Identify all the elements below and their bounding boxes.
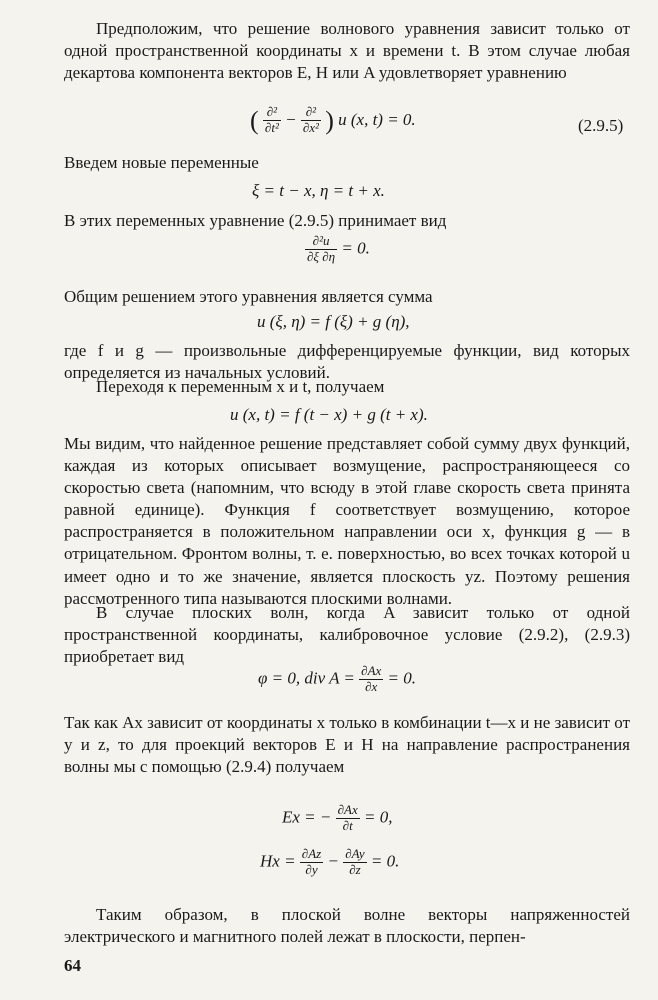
eq6-num: ∂Ax (361, 663, 382, 678)
eq8-minus: − (327, 851, 339, 871)
eq1-den-b: ∂x² (302, 120, 319, 136)
equation-gauge (258, 664, 416, 695)
paragraph-intro: Предположим, что решение волнового уравнения зависит только от одной пространственной координаты x и времени t. В этом случае любая декартова компонента векторов E, H или A удовлетворяет уравнению (64, 19, 630, 83)
eq1-tail: u (x, t) = 0. (338, 109, 416, 129)
equation-mixed-derivative (305, 234, 370, 265)
eq1-minus: − (285, 109, 297, 129)
paragraph-plane-waves: Мы видим, что найденное решение представляет собой сумму двух функций, каждая из которых описывает возмущение, распространяющееся со скоростью света (напомним, что всюду в этой главе скорость света принята равной единице). Функция f соответствует возмущению, которое распространяется в положительном направлении оси x, функция g — в отрицательном. Фронтом волны, т. е. поверхностью, во всех точках которой u имеет одно и то же значение, является плоскость yz. Поэтому решения рассмотренного типа называются плоскими волнами. (64, 434, 630, 608)
eq8-tail: = 0. (370, 851, 400, 871)
eq6-left: φ = 0, div A = (258, 668, 355, 688)
equation-variables: ξ = t − x, η = t + x. (252, 181, 385, 200)
eq7-den: ∂t (342, 817, 353, 833)
eq8-den-b: ∂z (349, 861, 361, 877)
eq6-tail: = 0. (387, 668, 417, 688)
eq1-den-a: ∂t² (264, 120, 279, 136)
paragraph-new-variables: Введем новые переменные (64, 153, 259, 172)
equation-hx (260, 847, 399, 878)
paragraph-arbitrary-functions: где f и g — произвольные дифференцируемые функции, вид которых определяется из начальных условий. (64, 341, 630, 383)
paragraph-general-solution: Общим решением этого уравнения является сумма (64, 287, 433, 306)
eq8-den-a: ∂y (305, 861, 318, 877)
eq7-tail: = 0, (364, 807, 393, 827)
equation-2-9-5: ( $\frac{\text{∂²}}{\text{∂t²}}$ − $\frac{\text{∂²}}{\text{∂x²}}$ ) u (x, t) = 0. (250, 104, 416, 136)
paragraph-gauge-condition: В случае плоских волн, когда A зависит только от одной пространственной координаты, калибровочное условие (2.9.2), (2.9.3) приобретает вид (64, 603, 630, 667)
eq3-tail: = 0. (341, 238, 370, 258)
paragraph-projections: Так как Ax зависит от координаты x только в комбинации t—x и не зависит от y и z, то для проекций векторов E и H на направление распространения волны мы с помощью (2.9.4) получаем (64, 713, 630, 777)
eq6-den: ∂x (365, 678, 378, 694)
page-number: 64 (64, 956, 81, 975)
equation-number: (2.9.5) (578, 116, 624, 135)
eq3-num: ∂²u (305, 234, 337, 250)
eq1-num-a: ∂² (263, 105, 281, 121)
equation-ex (282, 803, 393, 834)
eq8-num-b: ∂Ay (345, 846, 365, 861)
eq7-num: ∂Ax (337, 802, 358, 817)
equation-wave-solution: u (x, t) = f (t − x) + g (t + x). (230, 405, 428, 424)
eq8-num-a: ∂Az (301, 846, 322, 861)
eq8-left: Hx = (260, 851, 296, 871)
eq3-den: ∂ξ ∂η (307, 248, 336, 264)
paragraph-conclusion: Таким образом, в плоской волне векторы напряженностей электрического и магнитного полей лежат в плоскости, перпен- (64, 905, 630, 947)
paragraph-in-these-variables: В этих переменных уравнение (2.9.5) принимает вид (64, 211, 447, 230)
equation-general-solution: u (ξ, η) = f (ξ) + g (η), (257, 312, 410, 331)
paragraph-transition: Переходя к переменным x и t, получаем (96, 377, 385, 396)
eq1-num-b: ∂² (301, 105, 321, 121)
eq7-left: Ex = − (282, 807, 332, 827)
